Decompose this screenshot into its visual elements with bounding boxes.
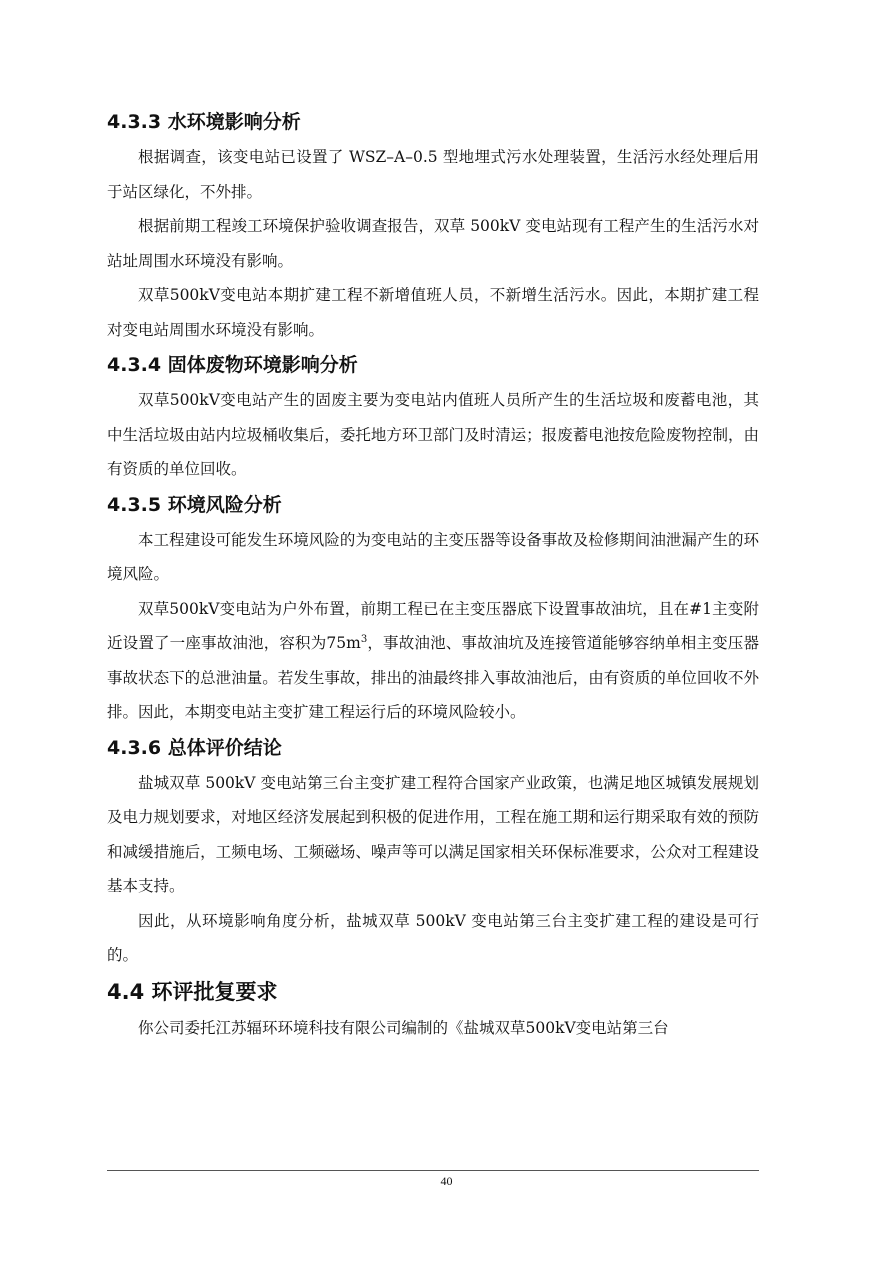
superscript: 3 (360, 633, 368, 645)
section-heading-4-3-3: 4.3.3 水环境影响分析 (107, 111, 301, 133)
paragraph-text: 双草500kV变电站为户外布置，前期工程已在主变压器底下设置事故油坑，且在#1主变附近设置了一座事故油池，容积为75m (107, 599, 759, 652)
section-heading-4-4: 4.4 环评批复要求 (107, 979, 278, 1004)
footer-divider (107, 1170, 759, 1171)
paragraph: 盐城双草 500kV 变电站第三台主变扩建工程符合国家产业政策，也满足地区城镇发展规划及电力规划要求，对地区经济发展起到积极的促进作用，工程在施工期和运行期采取有效的预防和减缓措施后，工频电场、工频磁场、噪声等可以满足国家相关环保标准要求，公众对工程建设基本支持。 (107, 773, 759, 895)
page-number: 40 (440, 1174, 453, 1188)
paragraph: 双草500kV变电站本期扩建工程不新增值班人员，不新增生活污水。因此，本期扩建工程对变电站周围水环境没有影响。 (107, 286, 759, 339)
paragraph: 因此，从环境影响角度分析，盐城双草 500kV 变电站第三台主变扩建工程的建设是可行的。 (107, 911, 759, 964)
section-heading-4-3-4: 4.3.4 固体废物环境影响分析 (107, 354, 358, 376)
section-heading-4-3-6: 4.3.6 总体评价结论 (107, 736, 282, 759)
paragraph: 本工程建设可能发生环境风险的为变电站的主变压器等设备事故及检修期间油泄漏产生的环境风险。 (107, 530, 759, 583)
paragraph-risk (107, 592, 759, 730)
paragraph-text: ，事故油池、事故油坑及连接管道能够容纳单相主变压器事故状态下的总泄油量。若发生事故，排出的油最终排入事故油池后，由有资质的单位回收不外排。因此，本期变电站主变扩建工程运行后的环境风险较小。 (107, 634, 759, 721)
section-heading-4-3-5: 4.3.5 环境风险分析 (107, 493, 282, 516)
paragraph: 根据调查，该变电站已设置了 WSZ–A–0.5 型地埋式污水处理装置，生活污水经处理后用于站区绿化，不外排。 (107, 148, 759, 201)
paragraph: 双草500kV变电站产生的固废主要为变电站内值班人员所产生的生活垃圾和废蓄电池，其中生活垃圾由站内垃圾桶收集后，委托地方环卫部门及时清运；报废蓄电池按危险废物控制，由有资质的单位回收。 (107, 391, 759, 478)
page-body (107, 104, 759, 1045)
paragraph: 根据前期工程竣工环境保护验收调查报告，双草 500kV 变电站现有工程产生的生活污水对站址周围水环境没有影响。 (107, 217, 759, 270)
paragraph: 你公司委托江苏辐环环境科技有限公司编制的《盐城双草500kV变电站第三台 (138, 1018, 669, 1037)
